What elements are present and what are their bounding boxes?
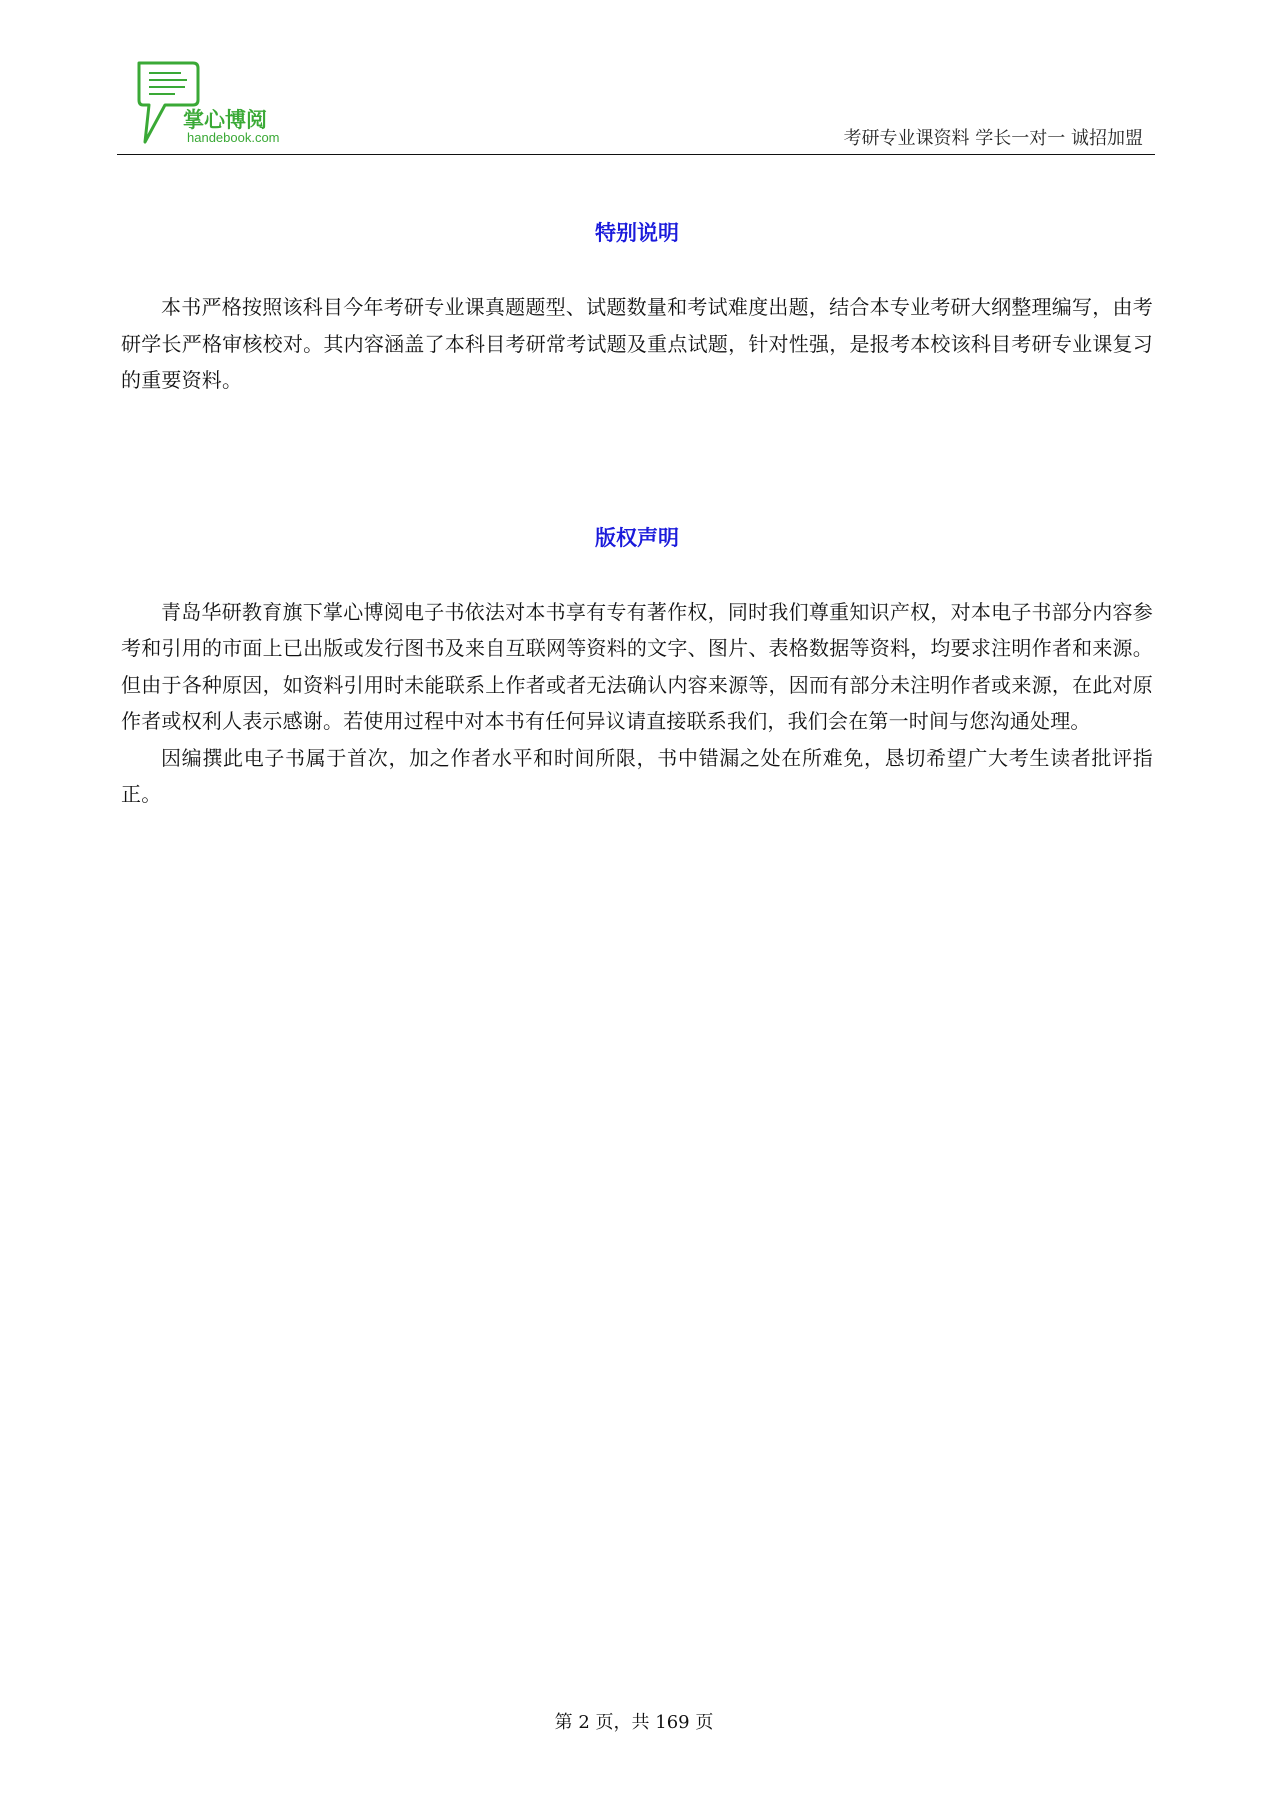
header-tagline: 考研专业课资料 学长一对一 诚招加盟 [843,128,1143,149]
section-title-copyright: 版权声明 [595,525,679,550]
page-content [121,214,1153,813]
header-divider [117,154,1155,155]
logo-wordmark: 掌心博阅 [183,108,267,132]
section-title-special-note: 特别说明 [595,221,679,245]
copyright-paragraph-1: 青岛华研教育旗下掌心博阅电子书依法对本书享有专有著作权，同时我们尊重知识产权，对本电子书部分内容参考和引用的市面上已出版或发行图书及来自互联网等资料的文字、图片、表格数据等资料，均要求注明作者和来源。但由于各种原因，如资料引用时未能联系上作者或者无法确认内容来源等，因而有部分未注明作者或来源，在此对原作者或权利人表示感谢。若使用过程中对本书有任何异议请直接联系我们，我们会在第一时间与您沟通处理。 [121,599,1153,733]
handebook-logo [135,60,295,150]
logo-domain: handebook.com [187,130,280,145]
page-header [117,58,1155,156]
copyright-paragraph-2: 因编撰此电子书属于首次，加之作者水平和时间所限，书中错漏之处在所难免，恳切希望广大考生读者批评指正。 [121,745,1153,806]
page-number: 第 2 页，共 169 页 [554,1712,714,1733]
special-note-paragraph: 本书严格按照该科目今年考研专业课真题题型、试题数量和考试难度出题，结合本专业考研大纲整理编写，由考研学长严格审核校对。其内容涵盖了本科目考研常考试题及重点试题，针对性强，是报考本校该科目考研专业课复习的重要资料。 [121,295,1153,392]
